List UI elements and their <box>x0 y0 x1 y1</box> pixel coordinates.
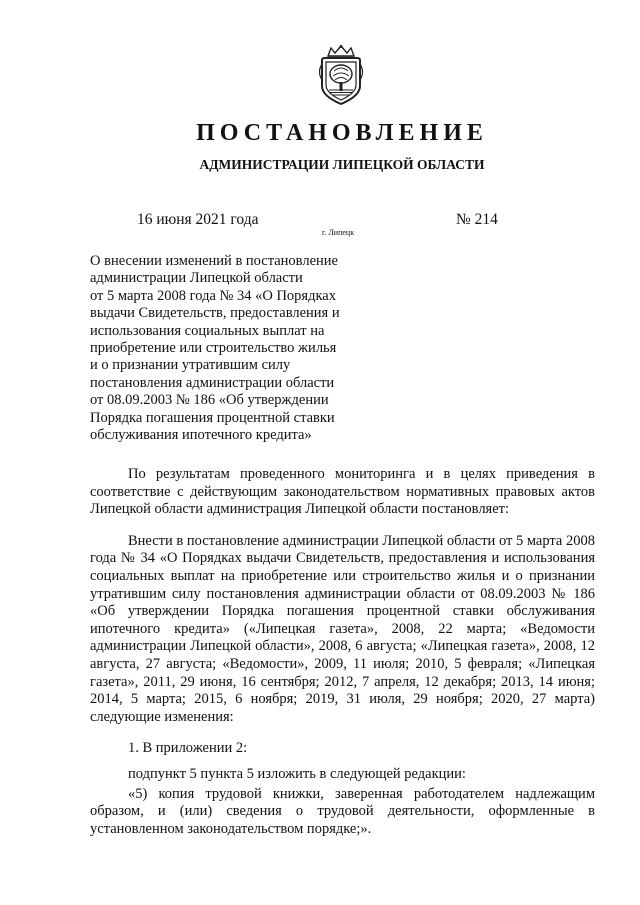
heading-line: постановления администрации области <box>90 374 335 391</box>
document-subtitle: АДМИНИСТРАЦИИ ЛИПЕЦКОЙ ОБЛАСТИ <box>199 157 485 172</box>
heading-line: приобретение или строительство жилья <box>90 340 337 357</box>
main-paragraph: Внести в постановление администрации Липецкой области от 5 марта 2008 года № 34 «О Порядках выдачи Свидетельств, предоставления и использования социальных выплат на приобретение или строительство жилья и о признании утратившим силу постановления администрации области от 08.09.2003 № 186 «Об утверждении Порядка погашения процентной ставки обслуживания ипотечного кредита» («Липецкая газета», 2008, 22 марта; «Ведомости администрации Липецкой области», 2008, 6 августа; «Липецкая газета», 2008, 12 августа, 27 августа; «Ведомости», 2009, 11 июля; 2010, 5 февраля; «Липецкая газета», 2011, 29 июня, 16 сентября; 2012, 7 апреля, 12 декабря; 2013, 14 июня; 2014, 5 марта; 2015, 6 ноября; 2019, 31 июля, 29 ноября; 2020, 27 марта) следующие изменения: <box>90 532 595 725</box>
coat-of-arms-icon <box>316 44 366 106</box>
heading-line: администрации Липецкой области <box>90 270 303 287</box>
document-place: г. Липецк <box>322 228 355 237</box>
quote-paragraph: «5) копия трудовой книжки, заверенная работодателем надлежащим образом, и (или) сведения о трудовой деятельности, оформленные в установленном законодательством порядке;». <box>90 785 595 837</box>
subitem-paragraph: подпункт 5 пункта 5 изложить в следующей редакции: <box>128 765 466 782</box>
document-heading <box>90 253 390 444</box>
heading-line: и о признании утратившим силу <box>90 357 291 374</box>
heading-line: Порядка погашения процентной ставки <box>90 409 335 426</box>
document-number: № 214 <box>456 211 498 228</box>
heading-line: выдачи Свидетельств, предоставления и <box>90 305 340 322</box>
heading-line: от 5 марта 2008 года № 34 «О Порядках <box>90 287 336 304</box>
item-paragraph: 1. В приложении 2: <box>128 740 248 757</box>
heading-line: О внесении изменений в постановление <box>90 253 338 269</box>
document-title: ПОСТАНОВЛЕНИЕ <box>196 120 488 146</box>
document-date: 16 июня 2021 года <box>137 211 259 228</box>
document-body <box>90 466 595 838</box>
heading-line: использования социальных выплат на <box>90 322 325 339</box>
heading-line: обслуживания ипотечного кредита» <box>90 427 312 444</box>
intro-paragraph: По результатам проведенного мониторинга и в целях приведения в соответствие с действующим законодательством нормативных правовых актов Липецкой области администрация Липецкой области постановляет: <box>90 466 595 518</box>
heading-line: от 08.09.2003 № 186 «Об утверждении <box>90 392 329 409</box>
